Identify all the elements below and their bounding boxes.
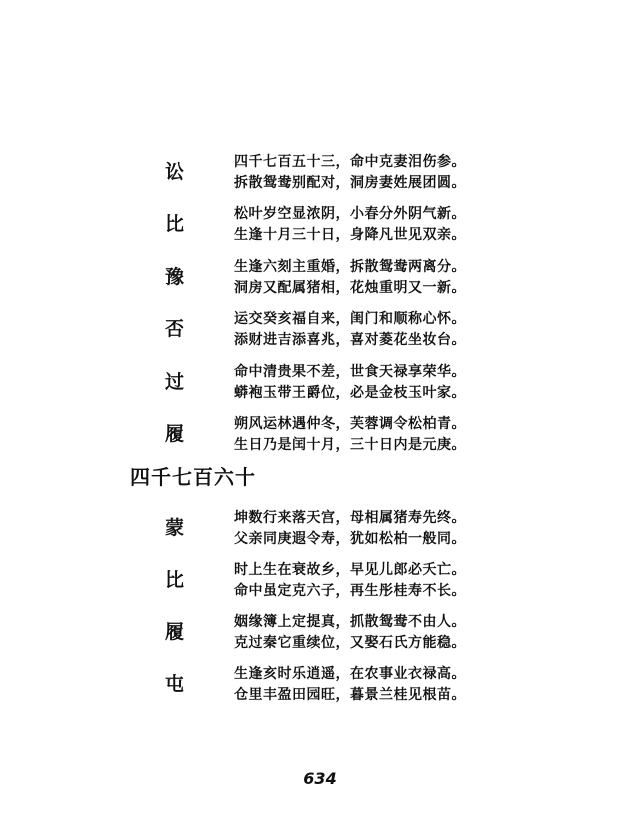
hexagram-label: 豫 — [165, 266, 185, 288]
verse-line: 仓里丰盈田园旺，暮景兰桂见根苗。 — [234, 687, 466, 703]
page-number: 634 — [303, 769, 337, 788]
verse-line: 生逢六刻主重婚，拆散鸳鸯两离分。 — [234, 259, 466, 275]
verse-entry — [0, 257, 640, 303]
hexagram-label: 否 — [165, 318, 185, 340]
verse-line: 朔风运林遇仲冬，芙蓉调令松柏青。 — [234, 416, 466, 432]
verse-line: 蟒袍玉带王爵位，必是金枝玉叶家。 — [234, 385, 466, 401]
verse-line: 松叶岁空显浓阴，小春分外阴气新。 — [234, 206, 466, 222]
verse-entry — [0, 508, 640, 554]
verse-line: 命中清贵果不差，世食天禄享荣华。 — [234, 364, 466, 380]
hexagram-label: 蒙 — [165, 517, 185, 539]
verse-line: 命中虽定克六子，再生彤桂寿不长。 — [234, 583, 466, 599]
verse-line: 四千七百五十三，命中克妻泪伤参。 — [234, 154, 466, 170]
hexagram-label: 过 — [165, 371, 185, 393]
hexagram-label: 屯 — [165, 673, 185, 695]
verse-entry — [0, 362, 640, 408]
verse-line: 运交癸亥福自来，闺门和顺称心怀。 — [234, 311, 466, 327]
verse-line: 生逢十月三十日，身降凡世见双亲。 — [234, 227, 466, 243]
verse-line: 时上生在衰故乡，早见儿郎必夭亡。 — [234, 562, 466, 578]
hexagram-label: 履 — [165, 423, 185, 445]
verse-entry — [0, 664, 640, 710]
verse-line: 坤数行来落天宫，母相属猪寿先终。 — [234, 510, 466, 526]
verse-entry — [0, 152, 640, 198]
hexagram-label: 比 — [165, 213, 185, 235]
verse-entry — [0, 560, 640, 606]
verse-line: 生日乃是闰十月，三十日内是元庚。 — [234, 437, 466, 453]
verse-entry — [0, 414, 640, 460]
hexagram-label: 讼 — [165, 161, 185, 183]
verse-entry — [0, 309, 640, 355]
verse-line: 添财进吉添喜兆，喜对菱花坐妆台。 — [234, 332, 466, 348]
verse-line: 克过秦它重续位，又娶石氏方能稳。 — [234, 635, 466, 651]
verse-line: 拆散鸳鸯别配对，洞房妻姓展团圆。 — [234, 175, 466, 191]
hexagram-label: 履 — [165, 621, 185, 643]
section-heading: 四千七百六十 — [130, 465, 256, 489]
verse-line: 父亲同庚遐令寿，犹如松柏一般同。 — [234, 531, 466, 547]
verse-entry — [0, 204, 640, 250]
verse-entry — [0, 612, 640, 658]
verse-line: 姻缘簿上定提真，抓散鸳鸯不由人。 — [234, 614, 466, 630]
verse-line: 洞房又配属猪相，花烛重明又一新。 — [234, 280, 466, 296]
verse-line: 生逢亥时乐逍遥，在农事业衣禄高。 — [234, 666, 466, 682]
hexagram-label: 比 — [165, 569, 185, 591]
